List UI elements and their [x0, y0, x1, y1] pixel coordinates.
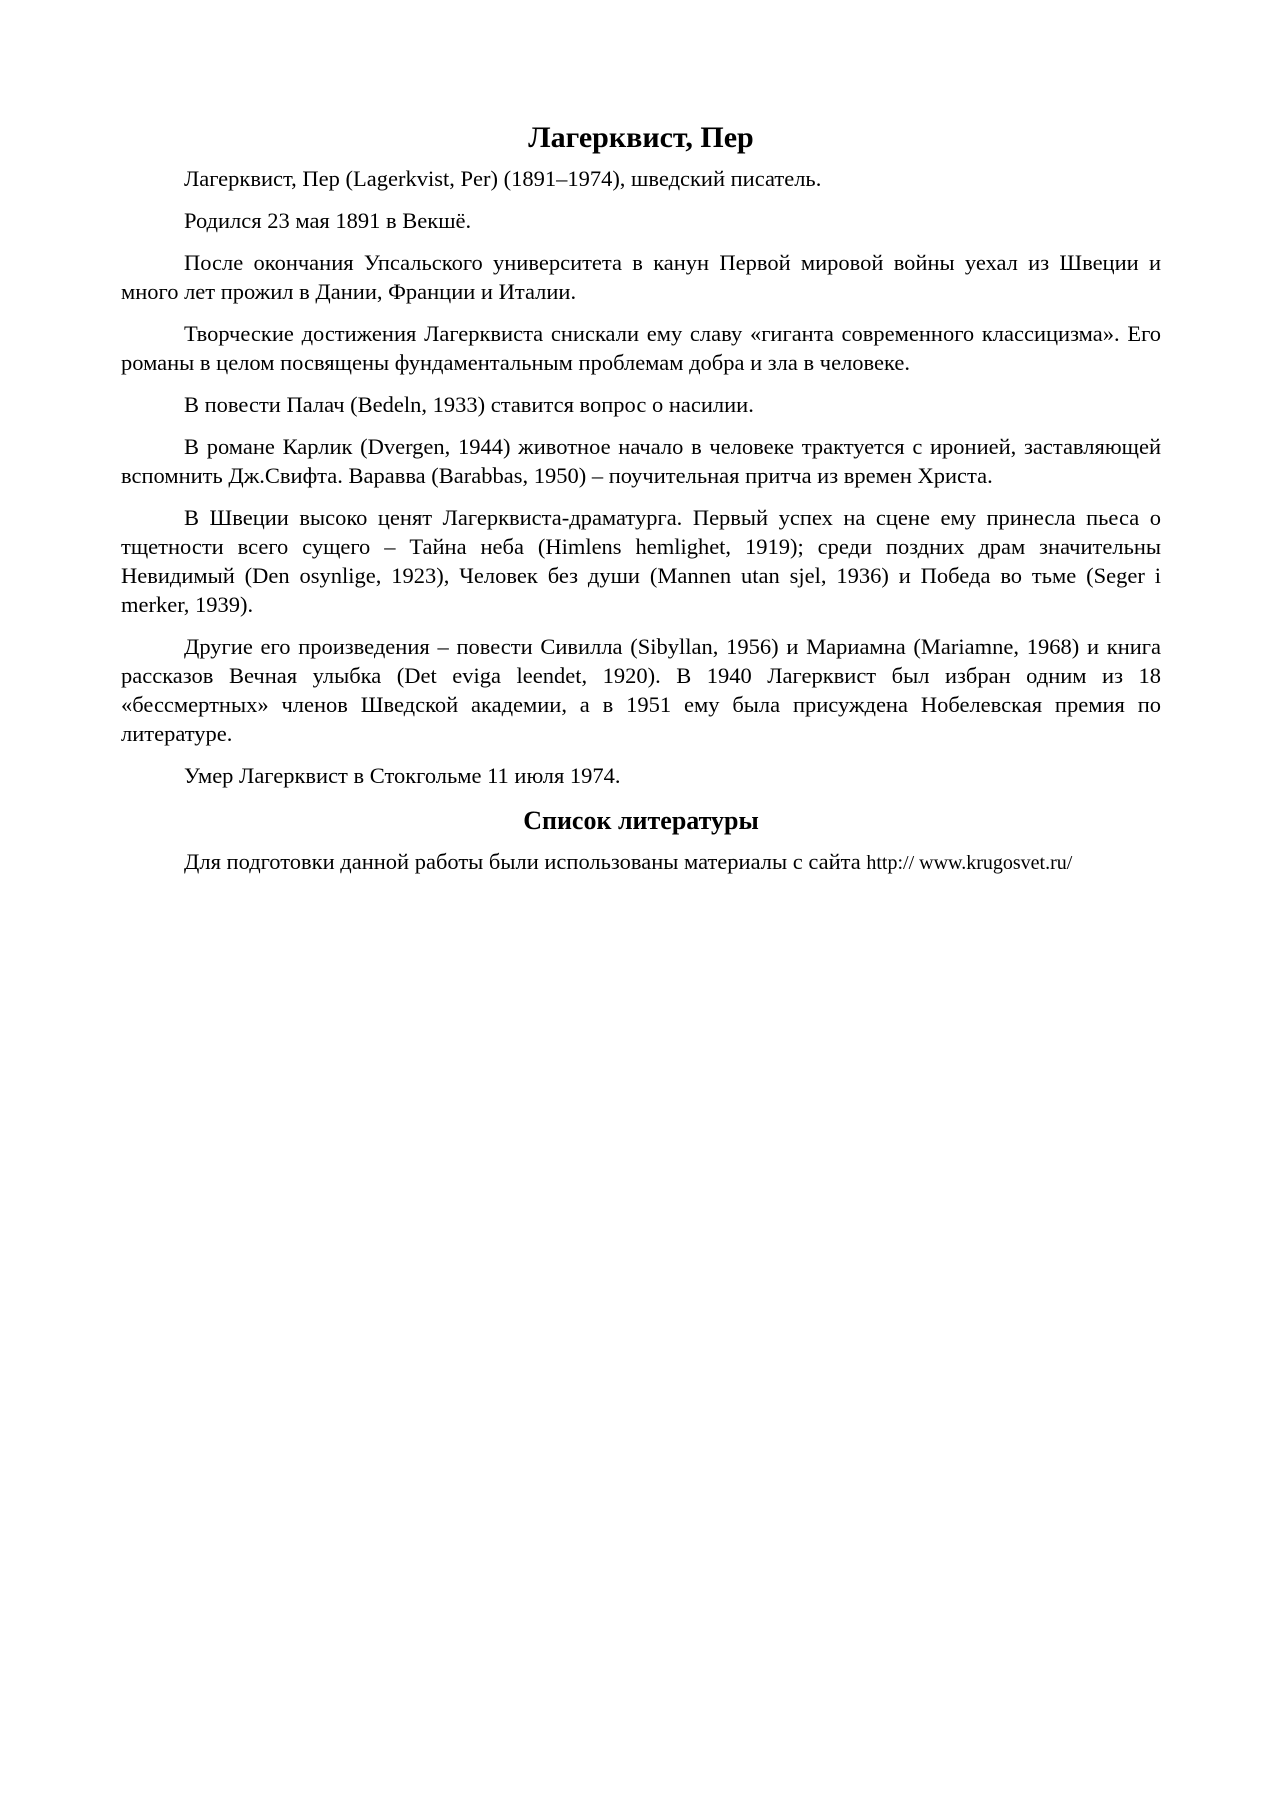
bibliography-heading: Список литературы — [523, 806, 759, 835]
paragraph-other-works: Другие его произведения – повести Сивилла (Sibyllan, 1956) и Мариамна (Mariamne, 1968) и книга рассказов Вечная улыбка (Det eviga leendet, 1920). В 1940 Лагерквист был избран одним из 18 «бессмертных» членов Шведской академии, а в 1951 ему была присуждена Нобелевская премия по литературе. — [121, 634, 1161, 746]
paragraph-executioner: В повести Палач (Bedeln, 1933) ставится вопрос о насилии. — [184, 392, 754, 417]
bibliography-text: Для подготовки данной работы были использованы материалы с сайта — [184, 849, 861, 874]
page-title: Лагерквист, Пер — [528, 121, 754, 154]
paragraph-dwarf: В романе Карлик (Dvergen, 1944) животное начало в человеке трактуется с иронией, заставляющей вспомнить Дж.Свифта. Варавва (Barabbas, 1950) – поучительная притча из времен Христа. — [121, 434, 1161, 488]
paragraph-intro: Лагерквист, Пер (Lagerkvist, Per) (1891–1974), шведский писатель. — [184, 166, 822, 191]
paragraph-birth: Родился 23 мая 1891 в Векшё. — [184, 208, 472, 233]
paragraph-education: После окончания Упсальского университета в канун Первой мировой войны уехал из Швеции и много лет прожил в Дании, Франции и Италии. — [121, 250, 1161, 304]
paragraph-dramatist: В Швеции высоко ценят Лагерквиста-драматурга. Первый успех на сцене ему принесла пьеса о тщетности всего сущего – Тайна неба (Himlens hemlighet, 1919); среди поздних драм значительны Невидимый (Den osynlige, 1923), Человек без души (Mannen utan sjel, 1936) и Победа во тьме (Seger i merker, 1939). — [121, 505, 1161, 617]
bibliography-paragraph — [121, 847, 1161, 878]
paragraph-achievements: Творческие достижения Лагерквиста снискали ему славу «гиганта современного классицизма». Его романы в целом посвящены фундаментальным проблемам добра и зла в человеке. — [121, 321, 1161, 375]
paragraph-death: Умер Лагерквист в Стокгольме 11 июля 1974. — [184, 763, 621, 788]
source-url: http:// www.krugosvet.ru/ — [866, 852, 1073, 874]
document-page — [121, 118, 1161, 891]
